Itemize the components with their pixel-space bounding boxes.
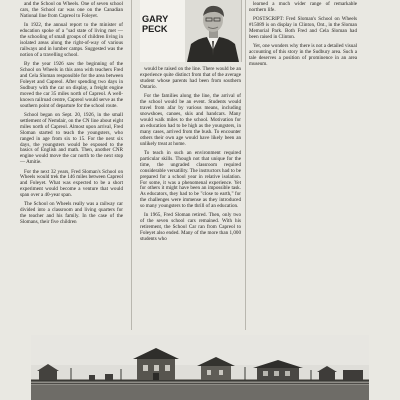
paragraph: learned a much wider range of remarkable northern life. xyxy=(249,1,357,13)
columnist-byline xyxy=(140,0,242,62)
paragraph: For the next 32 years, Fred Sloman's School on Wheels would trek the 146 miles between Capreol and Foleyet. What was expected to be a short experiment would become a venture that would span over a 40-year span. xyxy=(20,168,123,199)
paragraph: would be raised on the line. There would be an experience quite distinct from that of the average student whose parents had been from southern Ontario. xyxy=(140,66,241,90)
columnist-first-name: GARY xyxy=(142,14,169,24)
article-column-3 xyxy=(249,2,357,68)
paragraph: To teach in such an environment required particular skills. Though not that unique for the time, the ungraded classroom required considerable versatility. The instructors had to be prepared for a school year in relative isolation. For some, it was a phenomenal experience. Yet for others it might have been an impossible task. As educators, they had to be "close to earth," for the challenges were immense as they introduced so many youngsters to the thrill of an education. xyxy=(140,149,241,210)
article-column-1 xyxy=(20,2,123,226)
school-car-settlement-photo-icon xyxy=(31,335,369,400)
paragraph: and the School on Wheels. One of seven school cars, the School car was one on the Canadian National line from Capreol to Foleyet. xyxy=(20,1,123,19)
columnist-last-name: PECK xyxy=(142,24,168,34)
paragraph: POSTSCRIPT: Fred Sloman's School on Wheels #15089 is on display in Clinton, Ont., in the Sloman Memorial Park. Both Fred and Cela Sloman had been raised in Clinton. xyxy=(249,16,357,40)
paragraph: In 1965, Fred Sloman retired. Then, only two of the seven school cars remained. With his retirement, the School Car ran from Capreol to Foleyet also ended. Many of the more than 1,000 students who xyxy=(140,212,241,243)
column-divider xyxy=(131,0,132,330)
article-column-2 xyxy=(140,67,241,243)
paragraph: The School on Wheels really was a railway car divided into a classroom and living quarters for the teacher and his family. In the case of the Slomans, their five children xyxy=(20,201,123,226)
settlement-photo-svg xyxy=(31,335,369,400)
paragraph: For the families along the line, the arrival of the school would be an event. Students would travel from afar by various means, including snowshoes, canoes, skis and handcars. Many would walk miles to the school. Motivation for an education had to be high as the youngsters, in many cases, arrived from the bush. To encounter others their own age would have likely been an unlikely treat at home. xyxy=(140,93,241,147)
columnist-name xyxy=(142,14,168,34)
column-divider xyxy=(245,0,246,330)
paragraph: In 1922, the annual report to the minister of education spoke of a "sad state of living met — the schooling of small groups of children living in isolated areas along the right-of-way of various railways and in lumber camps. Suggested was the notion of a travelling school. xyxy=(20,22,123,58)
columnist-portrait-icon xyxy=(185,0,241,62)
columnist-portrait-svg xyxy=(185,0,241,62)
paragraph: School began on Sept. 20, 1926, in the small settlement of Nemdair, on the CN line about eight miles north of Capreol. Almost upon arrival, Fred Sloman started to teach the youngsters, who ranged in age from six to 15. For the next six days, the youngsters would be exposed to the basics of English and math. Then, another CNR engine would move the car north to the next stop — Amitie. xyxy=(20,111,123,166)
paragraph: Yet, one wonders why there is not a detailed visual accounting of this story in the Sudbury area. Such a tale deserves a position of prominence in an area museum. xyxy=(249,43,357,67)
paragraph: By the year 1926 saw the beginning of the School on Wheels in this area with teachers Fred and Cela Sloman responsible for the area between Foleyet and Capreol. After spending two days in Sudbury with the car on display, a freight engine moved the car 35 miles north of Capreol. A well-known railroad centre, Capreol would serve as the southern point of departure for the school route. xyxy=(20,60,123,109)
